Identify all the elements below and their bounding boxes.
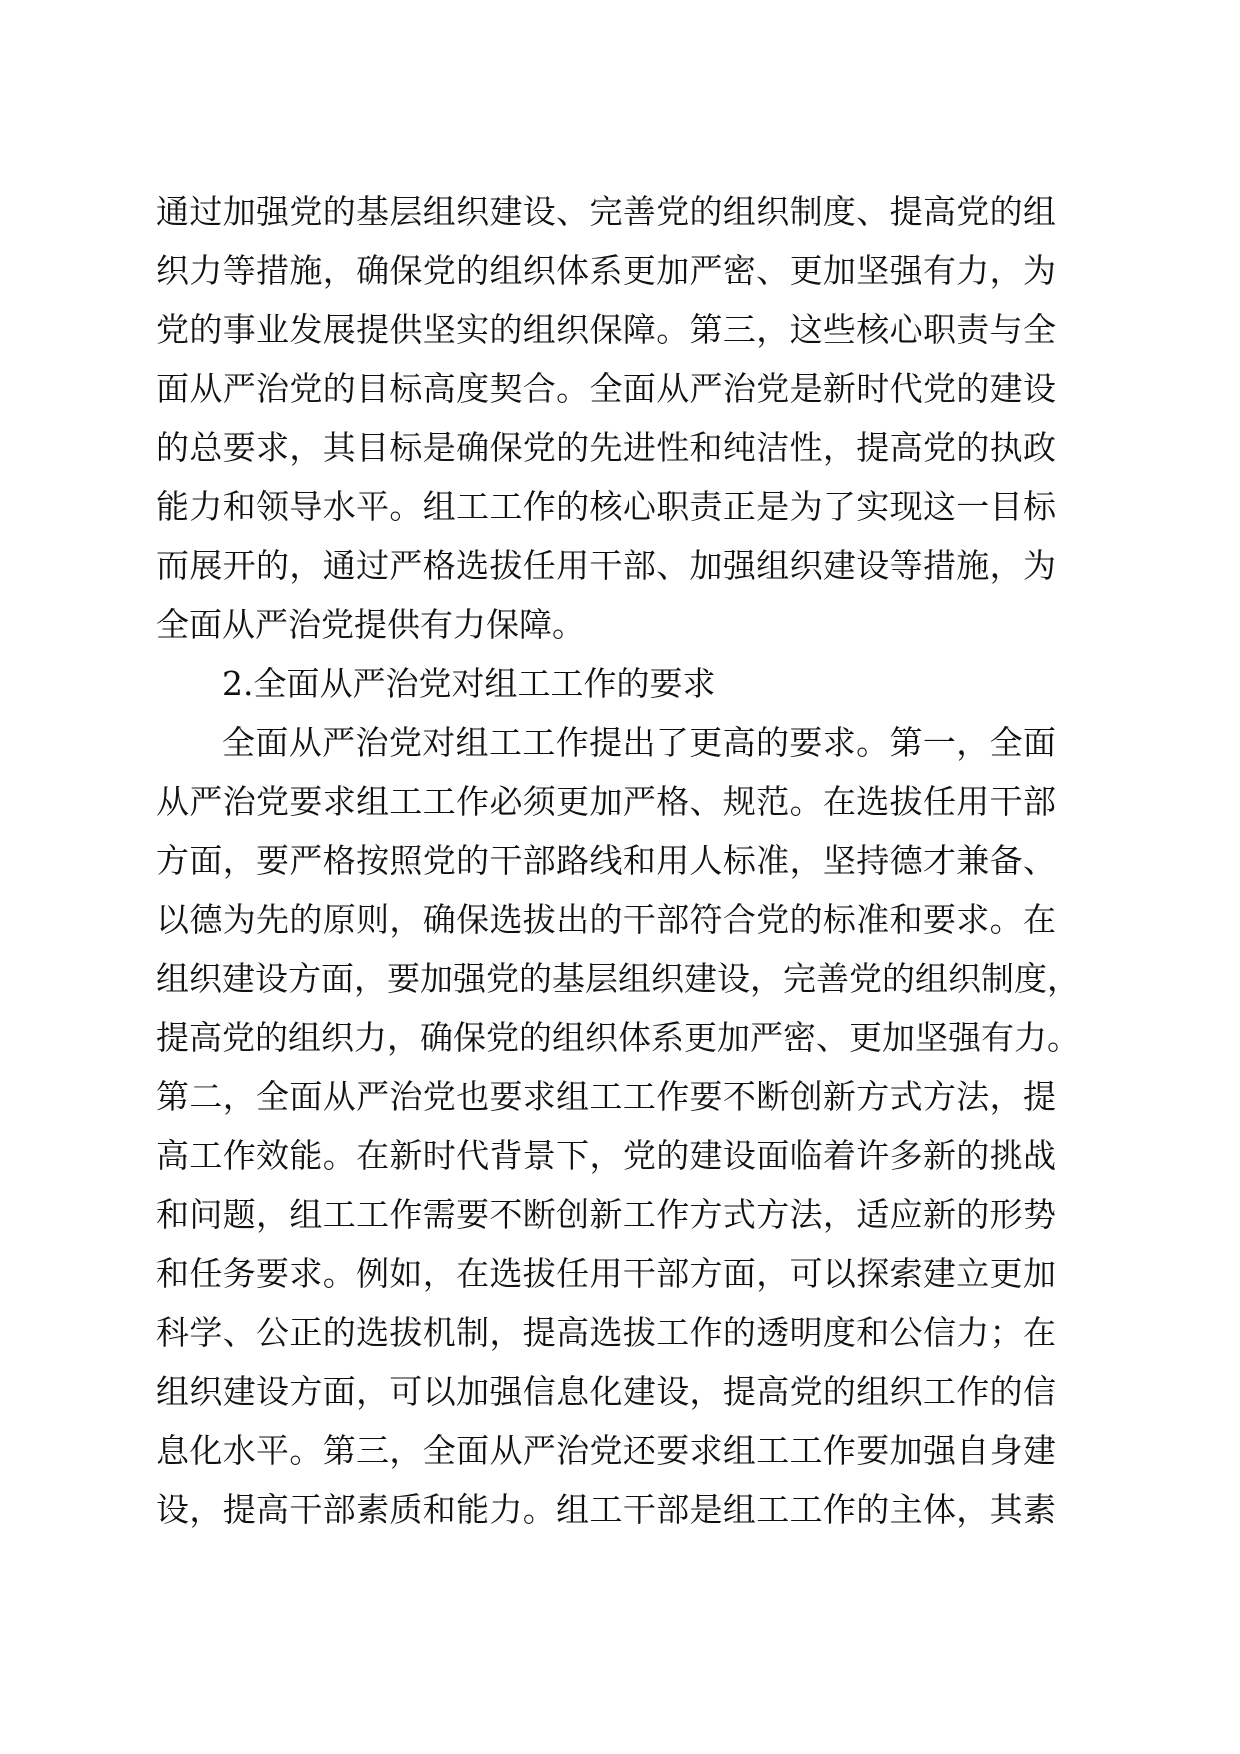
text-line: 通过加强党的基层组织建设、完善党的组织制度、提高党的组	[156, 192, 1056, 231]
text-line: 高工作效能。在新时代背景下，党的建设面临着许多新的挑战	[156, 1136, 1056, 1175]
text-line: 织力等措施，确保党的组织体系更加严密、更加坚强有力，为	[156, 251, 1056, 290]
text-line: 全面从严治党提供有力保障。	[156, 605, 585, 644]
text-line: 以德为先的原则，确保选拔出的干部符合党的标准和要求。在	[156, 900, 1056, 939]
section-heading: 2.全面从严治党对组工工作的要求	[222, 664, 716, 703]
text-line: 组织建设方面，可以加强信息化建设，提高党的组织工作的信	[156, 1372, 1056, 1411]
text-line: 从严治党要求组工工作必须更加严格、规范。在选拔任用干部	[156, 782, 1056, 821]
text-line: 第二，全面从严治党也要求组工工作要不断创新方式方法，提	[156, 1077, 1056, 1116]
text-line: 设，提高干部素质和能力。组工干部是组工工作的主体，其素	[156, 1490, 1056, 1529]
text-line: 息化水平。第三，全面从严治党还要求组工工作要加强自身建	[156, 1431, 1056, 1470]
text-line: 和任务要求。例如，在选拔任用干部方面，可以探索建立更加	[156, 1254, 1056, 1293]
text-line: 而展开的，通过严格选拔任用干部、加强组织建设等措施，为	[156, 546, 1056, 585]
text-line: 的总要求，其目标是确保党的先进性和纯洁性，提高党的执政	[156, 428, 1056, 467]
text-line: 方面，要严格按照党的干部路线和用人标准，坚持德才兼备、	[156, 841, 1056, 880]
text-line: 组织建设方面，要加强党的基层组织建设，完善党的组织制度，	[156, 959, 1080, 998]
text-line: 提高党的组织力，确保党的组织体系更加严密、更加坚强有力。	[156, 1018, 1080, 1057]
text-line: 能力和领导水平。组工工作的核心职责正是为了实现这一目标	[156, 487, 1056, 526]
body-text	[156, 182, 1080, 1539]
text-line: 全面从严治党对组工工作提出了更高的要求。第一，全面	[222, 723, 1056, 762]
text-line: 面从严治党的目标高度契合。全面从严治党是新时代党的建设	[156, 369, 1056, 408]
text-line: 科学、公正的选拔机制，提高选拔工作的透明度和公信力；在	[156, 1313, 1056, 1352]
text-line: 和问题，组工工作需要不断创新工作方式方法，适应新的形势	[156, 1195, 1056, 1234]
text-line: 党的事业发展提供坚实的组织保障。第三，这些核心职责与全	[156, 310, 1056, 349]
